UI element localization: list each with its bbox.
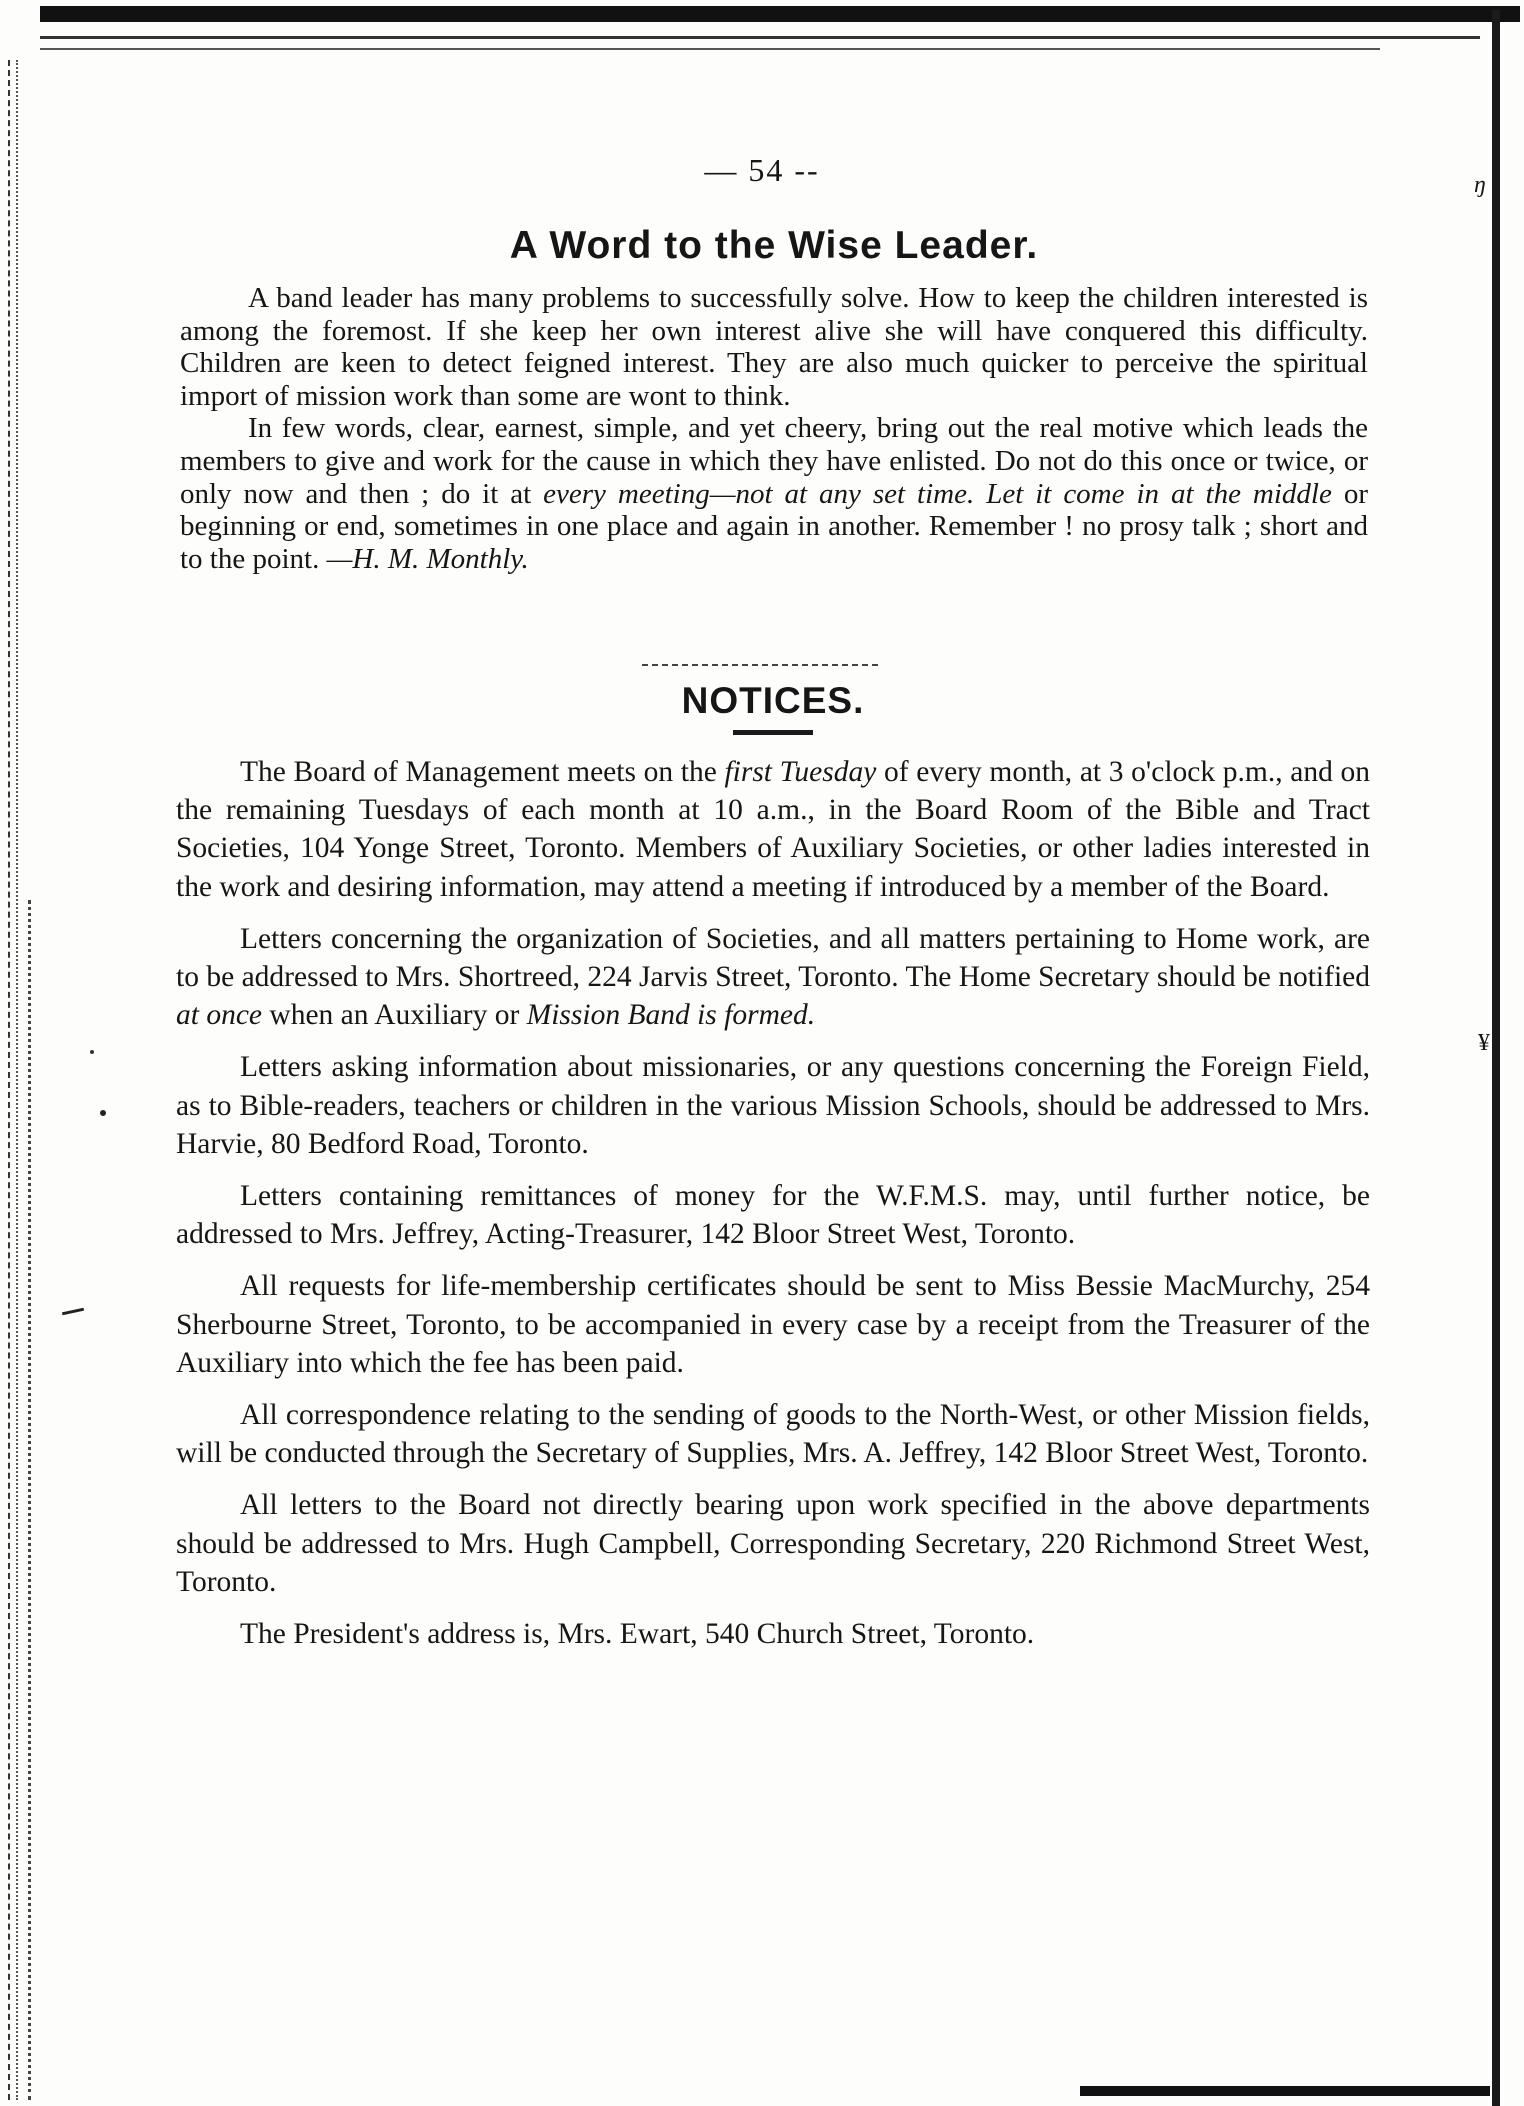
- article-paragraph-2: [180, 412, 1368, 575]
- notice-president-address: The President's address is, Mrs. Ewart, 540 Church Street, Toronto.: [240, 1618, 1035, 1651]
- page-number: — 54 --: [704, 152, 820, 188]
- notice-2-emphasis: at once: [176, 999, 263, 1032]
- article-signature: —H. M. Monthly.: [326, 542, 529, 575]
- article-paragraph-2-text-end: or beginning or end, sometimes in one place and again in another. Remember ! no prosy talk ; short and to the point.: [180, 477, 1368, 575]
- notice-2-text-mid: when an Auxiliary or: [262, 999, 527, 1032]
- scan-top-line-thin: [40, 48, 1380, 50]
- notice-1-text: The Board of Management meets on the: [240, 756, 725, 788]
- notice-remittances: Letters containing remittances of money for the W.F.M.S. may, until further notice, be addressed to Mrs. Jeffrey, Acting-Treasurer, 142 Bloor Street West, Toronto.: [176, 1180, 1370, 1251]
- article-paragraph-2-emphasis: every meeting—not at any set time. Let it come in at the middle: [543, 477, 1332, 510]
- notice-1-emphasis: first Tuesday: [724, 756, 877, 788]
- article-title: A Word to the Wise Leader.: [509, 224, 1039, 267]
- notices-section: [176, 670, 1370, 1667]
- scan-top-line: [40, 36, 1480, 39]
- article-wise-leader: [180, 224, 1368, 575]
- scan-left-binding-inner: [28, 900, 37, 2100]
- notice-1-text-end: of every month, at 3 o'clock p.m., and on the remaining Tuesdays of each month at 10 a.m., in the Board Room of the Bible and Tract Societies, 104 Yonge Street, Toronto. Members of Auxiliary Societies, or other ladies interested in the work and desiring information, may attend a meeting if introduced by a member of the Board.: [176, 756, 1370, 903]
- margin-dot-mark: [100, 1110, 106, 1116]
- margin-dot-mark-2: [90, 1050, 94, 1054]
- notice-board-meetings: [176, 753, 1370, 906]
- notice-home-work: [176, 920, 1370, 1035]
- scan-right-border: [1492, 10, 1500, 2106]
- article-paragraph-1: A band leader has many problems to successfully solve. How to keep the children interested is among the foremost. If she keep her own interest alive she will have conquered this difficulty. Children are keen to detect feigned interest. They are also much quicker to perceive the spiritual import of mission work than some are wont to think.: [180, 282, 1368, 412]
- notice-foreign-field: Letters asking information about missionaries, or any questions concerning the Foreign Field, as to Bible-readers, teachers or children in the various Mission Schools, should be addressed to Mrs. Harvie, 80 Bedford Road, Toronto.: [176, 1051, 1370, 1160]
- notice-2-emphasis-end: Mission Band is formed.: [526, 999, 816, 1032]
- margin-mark-2: ¥: [1478, 1030, 1490, 1056]
- margin-mark: ŋ: [1474, 172, 1486, 198]
- notice-2-text: Letters concerning the organization of Societies, and all matters pertaining to Home work, are to be addressed to Mrs. Shortreed, 224 Jarvis Street, Toronto. The Home Secretary should be notified: [176, 922, 1370, 994]
- notices-title: NOTICES.: [681, 680, 865, 721]
- notices-title-rule: [733, 730, 813, 735]
- margin-dash-mark: [62, 1308, 84, 1316]
- scan-top-border: [40, 6, 1520, 22]
- notice-supplies: All correspondence relating to the sending of goods to the North-West, or other Mission fields, will be conducted through the Secretary of Supplies, Mrs. A. Jeffrey, 142 Bloor Street West, Toronto.: [176, 1399, 1370, 1470]
- scan-bottom-border: [1080, 2086, 1490, 2096]
- notice-correspondence: All letters to the Board not directly bearing upon work specified in the above departments should be addressed to Mrs. Hugh Campbell, Corresponding Secretary, 220 Richmond Street West, Toronto.: [176, 1489, 1370, 1598]
- scan-left-binding: [8, 60, 18, 2100]
- notice-life-membership: All requests for life-membership certificates should be sent to Miss Bessie MacMurchy, 254 Sherbourne Street, Toronto, to be accompanied in every case by a receipt from the Treasurer of the Auxiliary into which the fee has been paid.: [176, 1270, 1370, 1379]
- section-divider: [642, 664, 878, 666]
- article-paragraph-2-text: In few words, clear, earnest, simple, and yet cheery, bring out the real motive which leads the members to give and work for the cause in which they have enlisted. Do not do this once or twice, or only now and then ; do it at: [180, 412, 1368, 510]
